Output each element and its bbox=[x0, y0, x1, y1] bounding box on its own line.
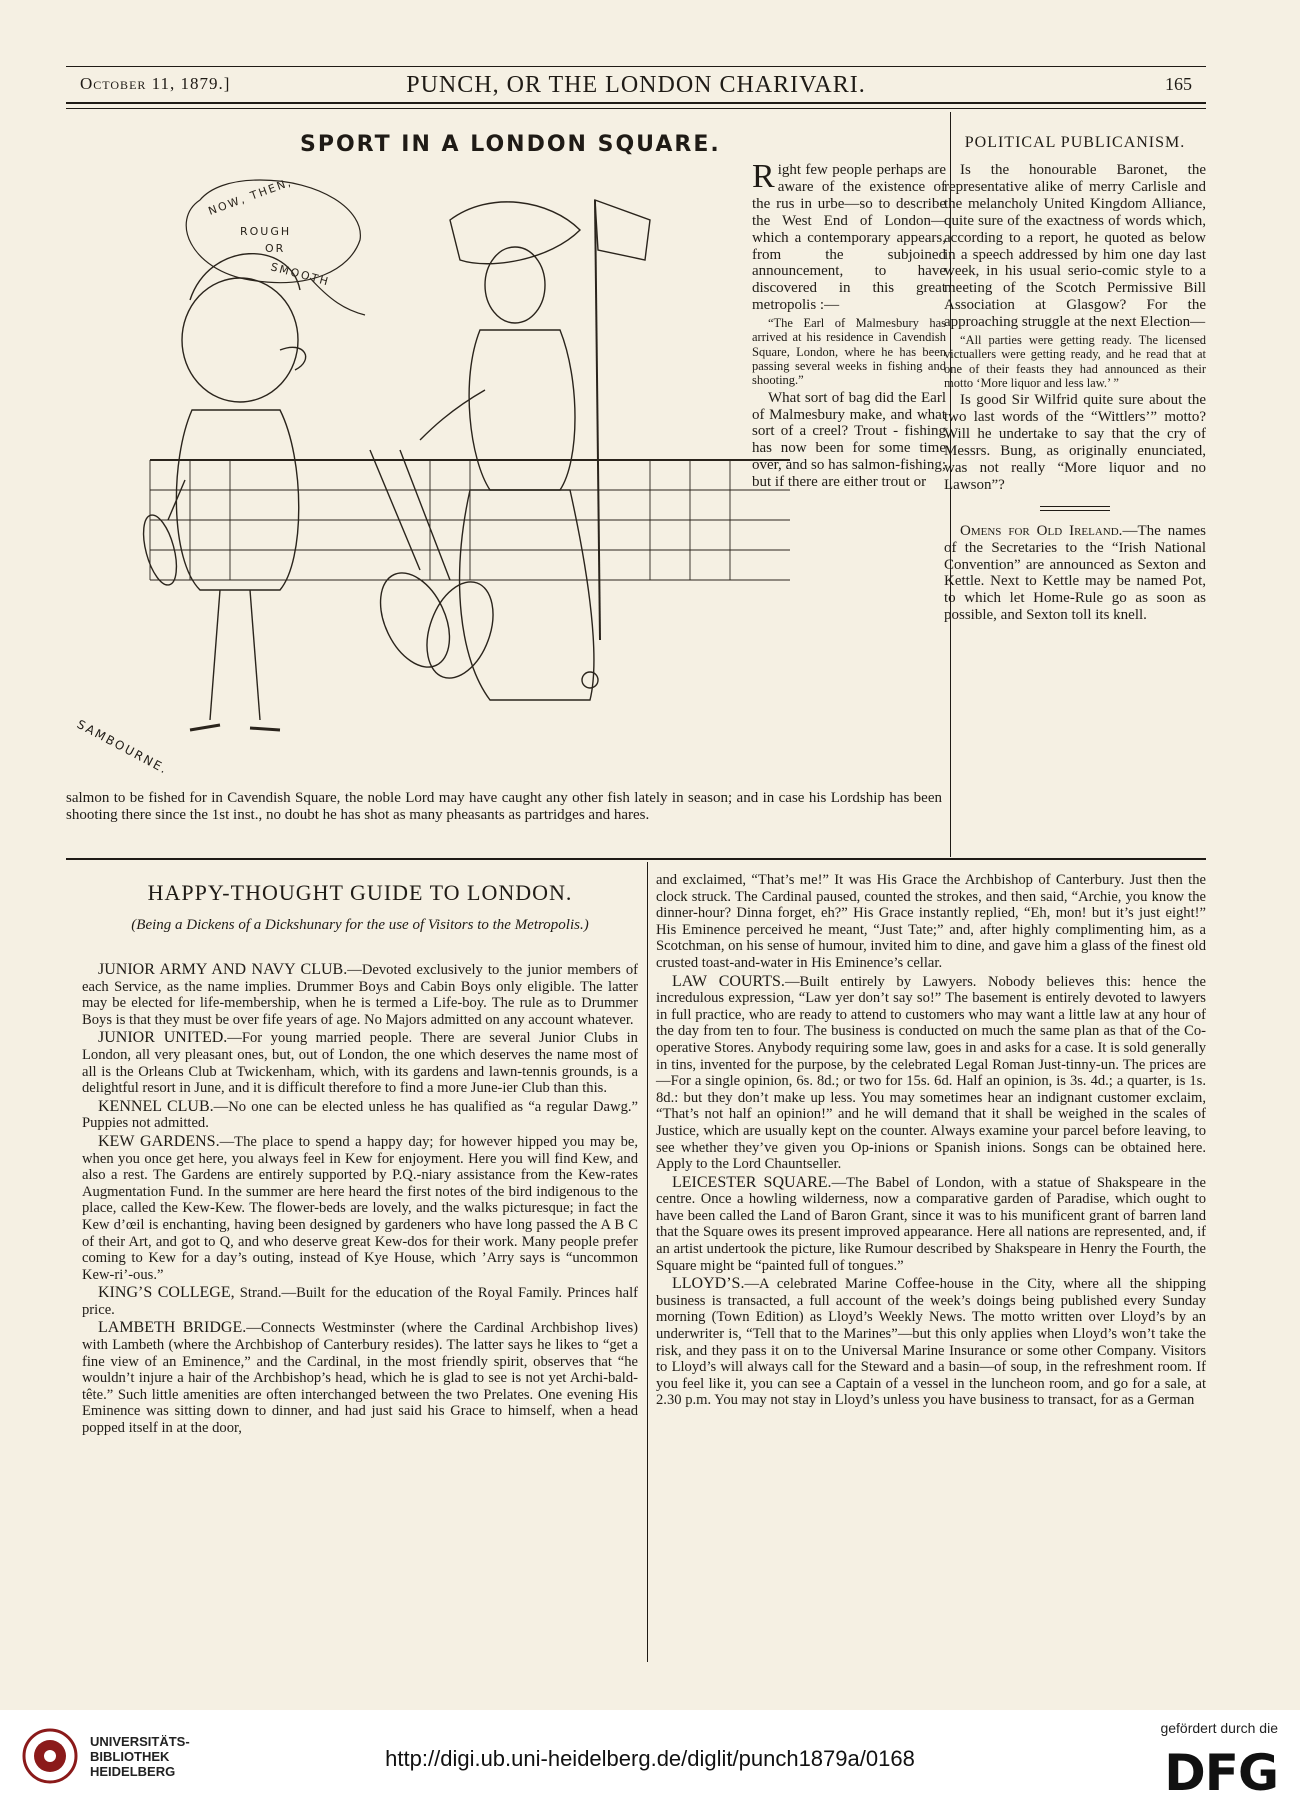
issue-date: October 11, 1879.] bbox=[80, 74, 231, 93]
happy-left-column bbox=[82, 962, 638, 1439]
university-line-2: BIBLIOTHEK bbox=[90, 1749, 170, 1764]
entry-head-law-courts: LAW COURTS. bbox=[672, 972, 785, 990]
entry-text-lambeth: —Connects Westminster (where the Cardinal Archbishop lives) with Lambeth (where the Archbishop of Canterbury resides). The latter says he likes to “get a fine view of an Eminence,” and the Cardinal, in the most friendly spirit, observes that “he wouldn’t injure a hair of the Archbishop’s head, which he is glad to see is not yet Archi-bald-tête.” Such little amenities are often interchanged between the two Prelates. One evening His Eminence was sitting down to dinner, and had just said his Grace to himself, when a head popped itself in at the door, bbox=[82, 1320, 638, 1437]
university-line-1: UNIVERSITÄTS- bbox=[90, 1734, 190, 1749]
entry-text-law-courts: —Built entirely by Lawyers. Nobody believes this: hence the incredulous expression, “Law yer don’t say so!” The basement is entirely devoted to lawyers in full practice, who are ready to attend to customers who may want a little law at any hour of the day from ten to four. The business is conducted on much the same plan as that of the Co-operative Stores. Anybody requiring some law, goes in and asks for a case. It is sold generally in tins, invented for the purpose, by the celebrated Legal Roman Just-tinny-un. The prices are—For a single opinion, 6s. 8d.; or two for 15s. 6d. Half an opinion, is 3s. 4d.; a quarter, is 1s. 8d.: but they don’t make up less. You may sometimes hear an indignant customer exclaim, “That’s not half an opinion!” and he will demand that it shall be weighed in the scales of Justice, which are usually kept on the counter. Always examine your parcel before leaving, to see whether they’ve given you Op-inions or Spanish inions. Songs can be obtained here. Apply to the Lord Chauntseller. bbox=[656, 973, 1206, 1173]
artist-signature: SAMBOURNE. bbox=[74, 717, 171, 777]
sport-paragraph-2: What sort of bag did the Earl of Malmesbury make, and what sort of a creel? Trout - fishing has now been for some time over, and so has salmon-fishing; but if there are either trout or bbox=[752, 389, 946, 491]
university-line-3: HEIDELBERG bbox=[90, 1764, 176, 1779]
sport-title: SPORT IN A LONDON SQUARE. bbox=[300, 132, 721, 157]
political-title: POLITICAL PUBLICANISM. bbox=[964, 134, 1186, 151]
page-header bbox=[66, 72, 1206, 98]
sport-column-text bbox=[752, 158, 946, 493]
entry-head-kennel: KENNEL CLUB. bbox=[98, 1097, 214, 1115]
entry-text-junior-united: —For young married people. There are several Junior Clubs in London, all very pleasant ones, but, out of London, the one which deserves the name most of all is the Orleans Club at Twickenham, which, with its gardens and lawn-tennis grounds, is a delightful resort in June, and it is difficult therefore to find a more June-ier Club than this. bbox=[82, 1030, 638, 1097]
sport-paragraph-tail: salmon to be fished for in Cavendish Square, the noble Lord may have caught any other fish lately in season; and in case his Lordship has been shooting there since the 1st inst., no doubt he has shot as many pheasants as partridges and hares. bbox=[66, 790, 942, 823]
cartoon-illustration bbox=[130, 160, 790, 800]
entry-head-junior-united: JUNIOR UNITED. bbox=[98, 1029, 228, 1047]
sport-paragraph-1: ight few people perhaps are aware of the existence of the rus in urbe—so to describe the West End of London—which a contemporary appears, from the subjoined announcement, to have discovered in this great metropolis :— bbox=[752, 162, 946, 314]
entry-text-kings-college: Strand.—Built for the education of the Royal Family. Princes half price. bbox=[82, 1285, 638, 1318]
entry-text-kennel: —No one can be elected unless he has qualified as “a regular Dawg.” Puppies not admitted. bbox=[82, 1098, 638, 1132]
entry-head-kew: KEW GARDENS. bbox=[98, 1132, 220, 1150]
political-paragraph-2: Is good Sir Wilfrid quite sure about the two last words of the “Wittlers’” motto? Will he undertake to say that the cry of Messrs. Bung, as originally enunciated, was not really “More liquor and no Lawson”? bbox=[944, 392, 1206, 493]
entry-head-kings-college: KING’S COLLEGE, bbox=[98, 1284, 235, 1302]
entry-head-junior-army: JUNIOR ARMY AND NAVY CLUB. bbox=[98, 961, 348, 978]
entry-text-leicester: —The Babel of London, with a statue of Shakspeare in the centre. Once a howling wilderness, now a comparative garden of Paradise, which ought to have been called the Land of Baron Grant, since it was to his munificent grant of barren land that the Square owes its present improved appearance. Here all nations are represented, and, if an artist undertook the picture, like Rumour described by Shakspeare in Henry the Fourth, the Square might be “painted full of tongues.” bbox=[656, 1174, 1206, 1274]
political-paragraph-1: Is the honourable Baronet, the representative alike of merry Carlisle and the melancholy United Kingdom Alliance, quite sure of the exactness of words which, according to a report, he quoted as below in a speech addressed by him one day last week, in his usual serio-comic style to a meeting of the Scotch Permissive Bill Association at Glasgow? For the approaching struggle at the next Election— bbox=[944, 162, 1206, 331]
entry-head-leicester: LEICESTER SQUARE. bbox=[672, 1173, 832, 1191]
library-footer bbox=[0, 1710, 1300, 1806]
man-figure bbox=[137, 254, 305, 730]
sport-tail-text bbox=[66, 790, 942, 826]
bubble-text-now-then: NOW, THEN, bbox=[206, 175, 295, 218]
header-rule bbox=[66, 102, 1206, 104]
entry-text-lloyds: —A celebrated Marine Coffee-house in the City, where all the shipping business is transacted, a full account of the week’s doings being published every Sunday morning (Town Edition) as Lloyd’s Weekly News. The motto written over Lloyd’s by an underwriter is, “Tell that to the Marines”—but this only applies when Lloyd’s won’t take the risk, and they pass it on to the Universal Marine Insurance or some other Company. Visitors to Lloyd’s will always call for the Steward and a basin—of soup, in the refreshment room. If you feel like it, you can see a Captain of a vessel in the luncheon room, and go for a sale, at 2.30 p.m. You may not stay in Lloyd’s unless you have business to transact, for as a German bbox=[656, 1276, 1206, 1409]
sport-quote: “The Earl of Malmesbury has arrived at his residence in Cavendish Square, London, where he has been passing several weeks in fishing and shooting.” bbox=[752, 316, 946, 388]
masthead: PUNCH, OR THE LONDON CHARIVARI. bbox=[406, 72, 866, 98]
omens-heading: Omens for Old Ireland. bbox=[960, 522, 1123, 539]
bubble-text-rough: ROUGH bbox=[240, 225, 292, 238]
drop-cap: R bbox=[752, 158, 775, 195]
entry-text-junior-army: —Devoted exclusively to the junior members of each Service, as the name implies. Drummer Boys and Cabin Boys only eligible. The latter may be elected for life-membership, when he is termed a Life-boy. The rule as to Drummer Boys is that they must be over fife years of age. No Majors admitted on any account whatever. bbox=[82, 962, 639, 1028]
header-rule-thin bbox=[66, 108, 1206, 109]
political-column bbox=[944, 162, 1206, 626]
bubble-text-smooth: SMOOTH bbox=[269, 260, 332, 289]
funding-note: gefördert durch die bbox=[1160, 1720, 1278, 1736]
page-number: 165 bbox=[1165, 74, 1192, 94]
section-divider bbox=[1040, 506, 1110, 511]
happy-right-column bbox=[656, 872, 1206, 1411]
dfg-logo: DFG bbox=[1164, 1744, 1278, 1802]
source-url-link[interactable]: http://digi.ub.uni-heidelberg.de/diglit/punch1879a/0168 bbox=[385, 1746, 915, 1771]
entry-text-kew: —The place to spend a happy day; for however hipped you may be, when you once get here, you always feel in Kew for enjoyment. Here you will find Kew, and also a rest. The Gardens are entirely supported by P.Q.-niary assistance from the Kew-rates Augmentation Fund. In the summer are here heard the first notes of the bird indigenous to the place, called the Kew-Kew. The flower-beds are lovely, and the walks picturesque; in fact the Kew d’œil is enchanting, having been designed by gardeners who have long passed the A B C of their Art, and got to Q, and who deserve great Kew-dos for their work. Many people prefer coming to Kew for a day’s outing, instead of Kye House, which ’Arry says is “uncommon Kew-ri’-ous.” bbox=[82, 1133, 638, 1283]
tennis-net bbox=[150, 460, 790, 580]
top-rule bbox=[66, 66, 1206, 67]
political-quote: “All parties were getting ready. The licensed victuallers were getting ready, and he read that at one of their feasts they had announced as their motto ‘More liquor and less law.’ ” bbox=[944, 333, 1206, 390]
entry-head-lloyds: LLOYD’S. bbox=[672, 1275, 745, 1293]
bubble-text-or: OR bbox=[265, 242, 286, 255]
omens-text: —The names of the Secretaries to the “Irish National Convention” are announced as Sexton and Kettle. Next to Kettle may be named Pot, to which let Home-Rule go as soon as possible, and Sexton toll its knell. bbox=[944, 522, 1207, 624]
entry-head-lambeth: LAMBETH BRIDGE. bbox=[98, 1319, 247, 1337]
happy-subtitle: (Being a Dickens of a Dickshunary for the use of Visitors to the Metropolis.) bbox=[131, 917, 589, 933]
woman-figure bbox=[420, 200, 650, 700]
mid-rule bbox=[66, 858, 1206, 860]
column-divider-bottom bbox=[647, 862, 648, 1662]
lambeth-continuation: and exclaimed, “That’s me!” It was His Grace the Archbishop of Canterbury. Just then the clock struck. The Cardinal paused, counted the strokes, and then said, “Archie, you know the dinner-hour? Dinna forget, eh?” His Grace instantly replied, “Eh, mon! but it’s just eight!” His Eminence perceived he meant, “Just Tate;” and, after highly complimenting him, as a Scotchman, on his sense of humour, invited him to dine, and gave him a glass of the finest old crusted toast-and-water in His Eminence’s cellar. bbox=[656, 872, 1206, 971]
happy-title: HAPPY-THOUGHT GUIDE TO LONDON. bbox=[147, 880, 573, 905]
